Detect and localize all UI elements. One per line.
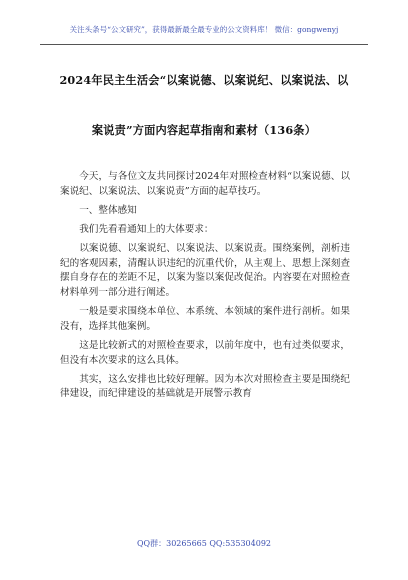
body-paragraph: 其实，这么安排也比较好理解。因为本次对照检查主要是围绕纪律建设，而纪律建设的基础就是开展警示教育: [60, 373, 350, 400]
header-note: 关注头条号“公文研究”，获得最新最全最专业的公文资料库！ 微信：gongwenyj: [69, 25, 339, 34]
document-title-line-2: 案说责”方面内容起草指南和素材（136条）: [91, 123, 317, 137]
body-paragraph: 我们先看看通知上的大体要求：: [79, 223, 214, 235]
body-paragraph: 这是比较新式的对照检查要求，以前年度中，也有过类似要求，但没有本次要求的这么具体。: [60, 339, 350, 366]
body-paragraph: 一般是要求围绕本单位、本系统、本领域的案件进行剖析。如果没有，选择其他案例。: [60, 306, 350, 332]
document-body: [60, 170, 350, 406]
intro-paragraph: 今天，与各位文友共同探讨2024年对照检查材料“以案说德、以案说纪、以案说法、以案说责”方面的起草技巧。: [60, 171, 350, 197]
footer-contact: QQ群：30265665 QQ:535304092: [137, 539, 271, 548]
section-heading: 一、整体感知: [79, 204, 137, 216]
document-title-line-1: 2024年民主生活会“以案说德、以案说纪、以案说法、以: [59, 73, 349, 87]
header-divider: [40, 44, 368, 45]
body-paragraph: 以案说德、以案说纪、以案说法、以案说责。围绕案例，剖析违纪的客观因素，清醒认识违纪的沉重代价，从主观上、思想上深刻查摆自身存在的差距不足，以案为鉴以案促改促治。内容要在对照检查材料单列一部分进行阐述。: [60, 243, 350, 298]
